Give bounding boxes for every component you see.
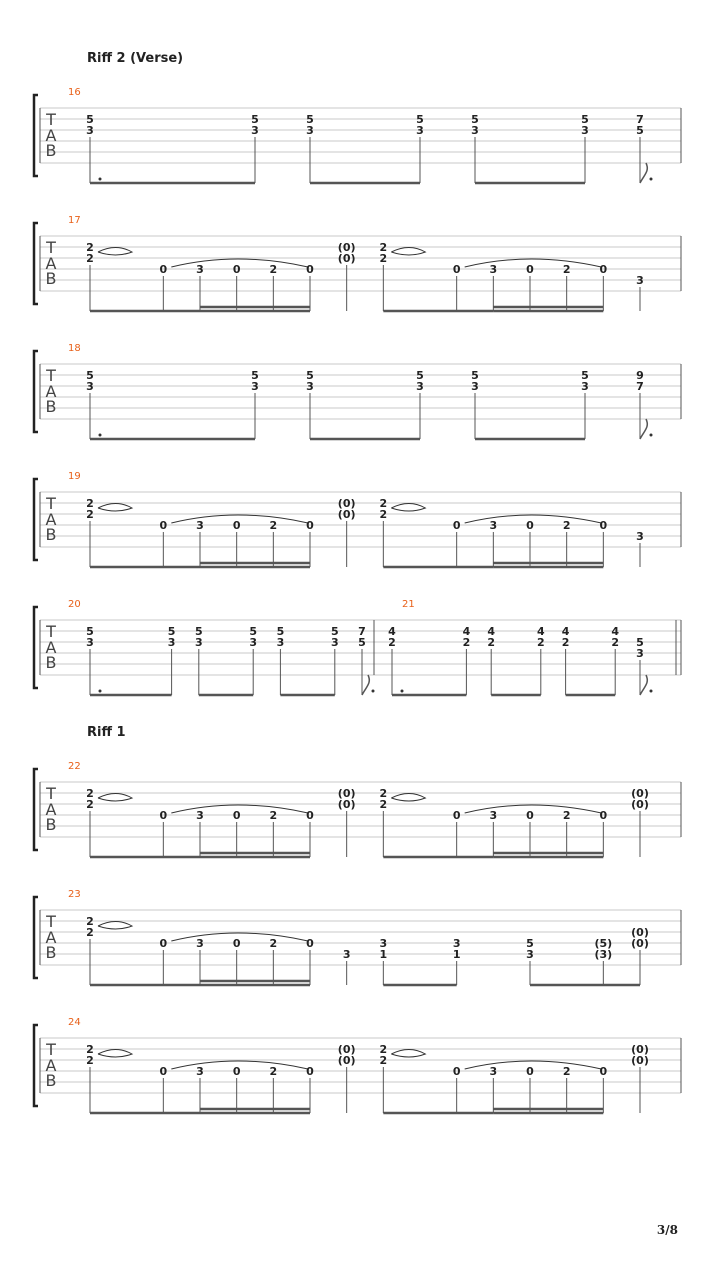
- fret-number: 3: [452, 937, 461, 950]
- fret-number: 3: [489, 519, 498, 532]
- page-number: 3/8: [656, 1223, 678, 1237]
- slur: [391, 794, 425, 802]
- fret-number: 2: [86, 1043, 94, 1056]
- fret-number: 4: [561, 625, 570, 638]
- fret-number: 0: [159, 1065, 168, 1078]
- fret-number: 2: [379, 1043, 388, 1056]
- fret-number: 2: [269, 263, 278, 276]
- tab-system: [34, 215, 681, 311]
- fret-number: 2: [86, 1054, 94, 1067]
- fret-number: 0: [599, 809, 608, 822]
- fret-number: 5: [636, 636, 644, 649]
- slur: [391, 248, 425, 256]
- fret-number: 2: [487, 636, 496, 649]
- fret-number: (0): [631, 1054, 649, 1067]
- tab-clef-letter: T: [46, 238, 56, 257]
- tab-systems: [34, 51, 681, 1113]
- fret-number: 2: [86, 508, 94, 521]
- slur: [391, 504, 425, 512]
- tab-clef-letter: T: [46, 622, 56, 641]
- note-flag: [362, 675, 369, 695]
- fret-number: 0: [452, 263, 461, 276]
- fret-number: (0): [631, 787, 649, 800]
- tab-clef-letter: B: [45, 269, 57, 288]
- fret-number: 2: [379, 497, 388, 510]
- fret-number: 3: [251, 380, 259, 393]
- tab-system: [34, 599, 681, 695]
- fret-number: (0): [337, 241, 356, 254]
- tab-system: [34, 87, 681, 183]
- fret-number: 3: [167, 636, 176, 649]
- fret-number: 0: [526, 809, 534, 822]
- fret-number: 2: [86, 798, 94, 811]
- fret-number: 3: [86, 636, 94, 649]
- fret-number: 5: [471, 369, 479, 382]
- section-title: Riff 2 (Verse): [87, 51, 184, 66]
- fret-number: 2: [562, 263, 571, 276]
- fret-number: 0: [232, 1065, 241, 1078]
- fret-number: 3: [636, 530, 644, 543]
- fret-number: 3: [416, 380, 424, 393]
- system-brace: [34, 223, 38, 304]
- fret-number: 3: [196, 809, 204, 822]
- tab-clef-letter: A: [45, 1056, 57, 1075]
- dot: [372, 690, 375, 693]
- fret-number: 5: [249, 625, 258, 638]
- measure-number: 22: [68, 761, 81, 772]
- fret-number: 0: [599, 263, 608, 276]
- fret-number: (0): [337, 252, 356, 265]
- fret-number: (0): [337, 787, 356, 800]
- fret-number: 0: [306, 263, 314, 276]
- fret-number: 3: [196, 1065, 204, 1078]
- fret-number: 0: [232, 263, 241, 276]
- fret-number: 3: [249, 636, 258, 649]
- fret-number: 5: [306, 369, 314, 382]
- fret-number: 2: [269, 937, 278, 950]
- tab-system: [34, 889, 681, 985]
- fret-number: 3: [276, 636, 285, 649]
- measure-number: 24: [68, 1017, 81, 1028]
- fret-number: 7: [358, 625, 366, 638]
- fret-number: 3: [636, 647, 644, 660]
- tab-clef-letter: B: [45, 943, 57, 962]
- fret-number: 5: [276, 625, 285, 638]
- tab-clef-letter: B: [45, 1071, 57, 1090]
- measure-number: 16: [68, 87, 81, 98]
- fret-number: 0: [306, 519, 314, 532]
- tab-clef-letter: B: [45, 397, 57, 416]
- fret-number: 7: [636, 113, 644, 126]
- measure-number: 20: [68, 599, 81, 610]
- fret-number: 2: [379, 798, 388, 811]
- system-brace: [34, 351, 38, 432]
- fret-number: 3: [581, 380, 589, 393]
- fret-number: 5: [86, 113, 94, 126]
- fret-number: 0: [599, 519, 608, 532]
- fret-number: 4: [536, 625, 545, 638]
- fret-number: 0: [159, 519, 168, 532]
- fret-number: 0: [452, 519, 461, 532]
- fret-number: 0: [526, 519, 534, 532]
- fret-number: 0: [306, 1065, 314, 1078]
- system-brace: [34, 1025, 38, 1106]
- fret-number: 4: [462, 625, 471, 638]
- tab-system: [34, 1017, 681, 1113]
- fret-number: (0): [337, 798, 356, 811]
- fret-number: 7: [636, 380, 644, 393]
- tab-clef-letter: A: [45, 126, 57, 145]
- slur: [98, 504, 132, 512]
- fret-number: 3: [251, 124, 259, 137]
- dot: [99, 690, 102, 693]
- note-flag: [640, 675, 647, 695]
- measure-number: 18: [68, 343, 81, 354]
- fret-number: 4: [388, 625, 396, 638]
- system-brace: [34, 769, 38, 850]
- fret-number: 3: [581, 124, 589, 137]
- fret-number: 0: [159, 809, 168, 822]
- fret-number: 0: [232, 519, 241, 532]
- fret-number: 5: [306, 113, 314, 126]
- dot: [650, 178, 653, 181]
- fret-number: 3: [196, 263, 204, 276]
- fret-number: 3: [342, 948, 351, 961]
- fret-number: 2: [269, 1065, 278, 1078]
- tab-clef-letter: B: [45, 141, 57, 160]
- slur: [391, 1050, 425, 1058]
- fret-number: 2: [86, 787, 94, 800]
- fret-number: 3: [471, 380, 479, 393]
- measure-number: 23: [68, 889, 81, 900]
- fret-number: 3: [379, 937, 388, 950]
- tab-clef-letter: T: [46, 494, 56, 513]
- tab-clef-letter: T: [46, 1040, 56, 1059]
- fret-number: (0): [337, 1054, 356, 1067]
- fret-number: 5: [526, 937, 534, 950]
- measure-number: 17: [68, 215, 81, 226]
- fret-number: 3: [636, 274, 644, 287]
- tab-clef-letter: B: [45, 815, 57, 834]
- fret-number: 1: [452, 948, 461, 961]
- fret-number: 5: [194, 625, 203, 638]
- fret-number: 2: [86, 497, 94, 510]
- tab-clef-letter: B: [45, 653, 57, 672]
- fret-number: 0: [306, 937, 314, 950]
- fret-number: 3: [526, 948, 534, 961]
- note-flag: [640, 163, 647, 183]
- fret-number: (0): [337, 1043, 356, 1056]
- fret-number: 5: [416, 113, 424, 126]
- fret-number: 2: [379, 252, 388, 265]
- fret-number: 2: [86, 252, 94, 265]
- tab-clef-letter: T: [46, 110, 56, 129]
- fret-number: 0: [452, 809, 461, 822]
- fret-number: 5: [581, 369, 589, 382]
- system-brace: [34, 479, 38, 560]
- fret-number: 5: [471, 113, 479, 126]
- fret-number: 3: [330, 636, 339, 649]
- tab-clef-letter: A: [45, 510, 57, 529]
- slur: [98, 794, 132, 802]
- fret-number: 0: [452, 1065, 461, 1078]
- dot: [99, 178, 102, 181]
- note-flag: [640, 419, 647, 439]
- fret-number: 3: [471, 124, 479, 137]
- fret-number: 0: [306, 809, 314, 822]
- system-brace: [34, 897, 38, 978]
- fret-number: 2: [562, 1065, 571, 1078]
- fret-number: 5: [167, 625, 176, 638]
- fret-number: (3): [594, 948, 613, 961]
- fret-number: 2: [379, 241, 388, 254]
- fret-number: 5: [86, 625, 94, 638]
- fret-number: 3: [416, 124, 424, 137]
- fret-number: 3: [86, 124, 94, 137]
- fret-number: 3: [306, 124, 314, 137]
- fret-number: 5: [416, 369, 424, 382]
- fret-number: 2: [379, 508, 388, 521]
- fret-number: 5: [251, 113, 259, 126]
- fret-number: 5: [358, 636, 366, 649]
- fret-number: 5: [636, 124, 644, 137]
- fret-number: 2: [86, 241, 94, 254]
- fret-number: 2: [561, 636, 570, 649]
- slur: [98, 922, 132, 930]
- fret-number: 0: [526, 1065, 534, 1078]
- fret-number: 2: [379, 1054, 388, 1067]
- dot: [99, 434, 102, 437]
- fret-number: 3: [489, 1065, 498, 1078]
- fret-number: 3: [196, 937, 204, 950]
- slur: [98, 248, 132, 256]
- fret-number: 2: [611, 636, 620, 649]
- tab-system: [34, 471, 681, 567]
- system-brace: [34, 95, 38, 176]
- fret-number: 2: [269, 519, 278, 532]
- tab-clef-letter: T: [46, 912, 56, 931]
- fret-number: 5: [251, 369, 259, 382]
- measure-number: 19: [68, 471, 81, 482]
- tab-clef-letter: A: [45, 800, 57, 819]
- fret-number: 5: [330, 625, 339, 638]
- tab-clef-letter: A: [45, 382, 57, 401]
- measure-number: 21: [402, 599, 415, 610]
- fret-number: 0: [159, 937, 168, 950]
- tab-clef-letter: A: [45, 928, 57, 947]
- fret-number: (0): [631, 1043, 649, 1056]
- tab-system: [34, 343, 681, 439]
- fret-number: 3: [489, 263, 498, 276]
- fret-number: (0): [631, 798, 649, 811]
- system-brace: [34, 607, 38, 688]
- tab-clef-letter: T: [46, 366, 56, 385]
- fret-number: 3: [86, 380, 94, 393]
- fret-number: 0: [526, 263, 534, 276]
- fret-number: 2: [462, 636, 471, 649]
- dot: [650, 690, 653, 693]
- fret-number: 2: [562, 809, 571, 822]
- dot: [401, 690, 404, 693]
- fret-number: 0: [599, 1065, 608, 1078]
- fret-number: 3: [489, 809, 498, 822]
- fret-number: 0: [232, 937, 241, 950]
- tab-clef-letter: A: [45, 254, 57, 273]
- fret-number: 3: [194, 636, 203, 649]
- slur: [98, 1050, 132, 1058]
- fret-number: 9: [636, 369, 644, 382]
- fret-number: 2: [379, 787, 388, 800]
- tab-clef-letter: T: [46, 784, 56, 803]
- tab-clef-letter: A: [45, 638, 57, 657]
- fret-number: (0): [631, 937, 649, 950]
- fret-number: (0): [337, 508, 356, 521]
- fret-number: 4: [611, 625, 620, 638]
- fret-number: 4: [487, 625, 496, 638]
- fret-number: 1: [379, 948, 388, 961]
- fret-number: 3: [306, 380, 314, 393]
- fret-number: 0: [232, 809, 241, 822]
- fret-number: (0): [631, 926, 649, 939]
- fret-number: 5: [86, 369, 94, 382]
- fret-number: 5: [581, 113, 589, 126]
- tab-clef-letter: B: [45, 525, 57, 544]
- fret-number: 2: [536, 636, 545, 649]
- section-title: Riff 1: [87, 725, 126, 740]
- tab-system: [34, 761, 681, 857]
- fret-number: 2: [86, 915, 94, 928]
- fret-number: 0: [159, 263, 168, 276]
- dot: [650, 434, 653, 437]
- fret-number: (0): [337, 497, 356, 510]
- fret-number: 2: [388, 636, 396, 649]
- fret-number: 2: [86, 926, 94, 939]
- fret-number: (5): [594, 937, 613, 950]
- fret-number: 2: [562, 519, 571, 532]
- fret-number: 3: [196, 519, 204, 532]
- fret-number: 2: [269, 809, 278, 822]
